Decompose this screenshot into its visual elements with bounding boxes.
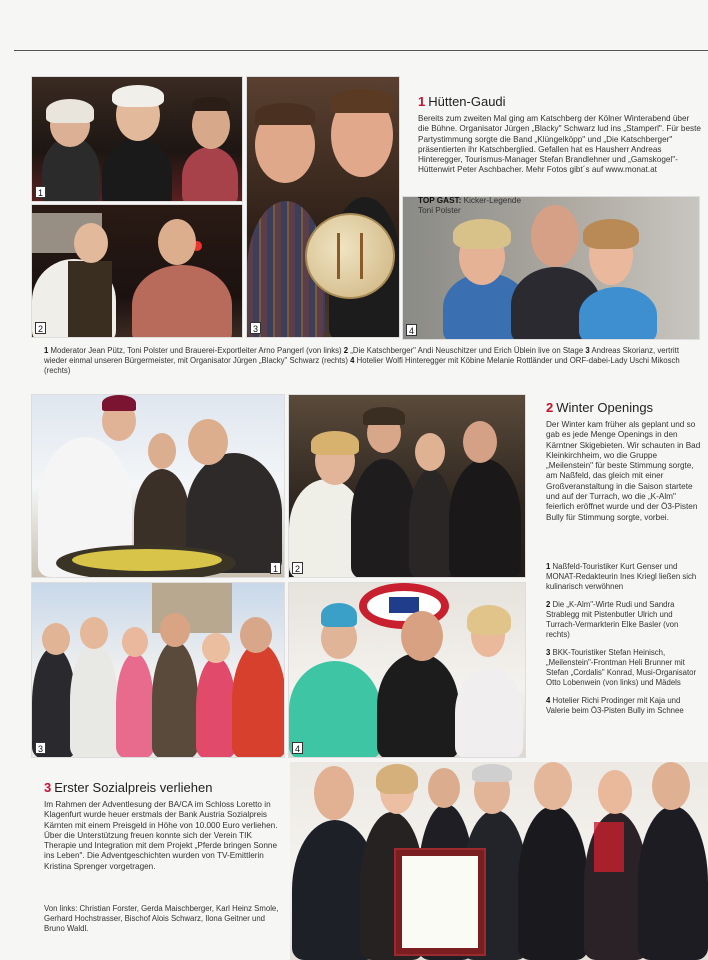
- section-1-body: Bereits zum zweiten Mal ging am Katschberg der Kölner Winterabend über die Bühne. Organisator Jürgen „Blacky" Schwarz lud ins „Stamperl". Für beste Partystimmung sorgte die Band „Klüngelköpp" und „Die Katschberger" präsentierten ihr Katschberglied. Gefallen hat es Hausherr Andreas Hinteregger, Tourismus-Manager Stefan Brandlehner und „Gamskogel"-Hüttenwirt Peter Aschbacher. Mehr Fotos gibt´s auf www.monat.at: [418, 114, 701, 175]
- photo-1-2: [31, 204, 243, 338]
- topgast-label: TOP GAST:: [418, 196, 462, 205]
- photo-number: 4: [406, 324, 417, 336]
- section-3-caption: Von links: Christian Forster, Gerda Maischberger, Karl Heinz Smole, Gerhard Hochstrasser, Bischof Alois Schwarz, Ilona Geitner und Bruno Waldl.: [44, 904, 279, 933]
- photo-3-group: [290, 762, 708, 960]
- photo-1-1: [31, 76, 243, 202]
- photo-2-1: [31, 394, 285, 578]
- section-2-caption: 4 Hotelier Richi Prodinger mit Kaja und Valerie beim Ö3-Pisten Bully im Schnee: [546, 696, 684, 715]
- photo-number: 2: [35, 322, 46, 334]
- photo-2-3: [31, 582, 285, 758]
- section-3-body: Im Rahmen der Adventlesung der BA/CA im Schloss Loretto in Klagenfurt wurde heuer erstmals der Bank Austria Sozialpreis Kärnten mit einem Preisgeld in Höhe von 10.000 Euro verliehen. Über die Unterstützung freuen konnte sich der Verein TIK Therapie und Integration mit dem Projekt „Pferde bringen Sonne ins Leben". Die Adventgeschichten wurden von TV-Emittlerin Kristina Sprenger vorgetragen.: [44, 800, 278, 871]
- photo-number: 3: [35, 742, 46, 754]
- header-rule: [14, 50, 708, 51]
- photo-number: 4: [292, 742, 303, 754]
- photo-2-4: [288, 582, 526, 758]
- photo-2-2: [288, 394, 526, 578]
- section-2-body: Der Winter kam früher als geplant und so gab es jede Menge Openings in den Kärntner Skigebieten. Wir schauten in Bad Kleinkirchheim, wo die Gruppe „Meilenstein" für beste Stimmung sorgte, am Naßfeld, das gleich mit einer Großveranstaltung in die Saison startete und auf der Turrach, wo die „K-Alm" feierlich eröffnet wurde und der Ö3-Pisten Bully für Stimmung sorgte, vorbei.: [546, 420, 701, 522]
- section-1-title: 1 Hütten-Gaudi: [418, 94, 506, 109]
- topgast-text: Kicker-Legende Toni Polster: [418, 196, 522, 216]
- section-2-caption: 3 BKK-Touristiker Stefan Heinisch, „Meilenstein"-Frontman Heli Brunner mit Stefan „Cordalis" Konrad, Musi-Organisator Otto Lobenwein (von links) und Mädels: [546, 648, 697, 687]
- section-2-caption: 2 Die „K-Alm"-Wirte Rudi und Sandra Strablegg mit Pistenbutler Ulrich und Turrach-Vermarkterin Elke Basler (von rechts): [546, 600, 679, 639]
- photo-number: 1: [270, 562, 281, 574]
- photo-1-3: [246, 76, 400, 338]
- section-2-captions: [546, 562, 702, 716]
- photo-number: 2: [292, 562, 303, 574]
- section-1-captions: 1 Moderator Jean Pütz, Toni Polster und Brauerei-Exportleiter Arno Pangerl (von links) 2 „Die Katschberger" Andi Neuschitzer und Erich Üblein live on Stage 3 Andreas Skorianz, vertritt wieder einmal unseren Bürgermeister, mit Organisator Jürgen „Blacky" Schwarz (rechts) 4 Hotelier Wolfi Hinteregger mit Köbine Melanie Rottländer und ORF-dabei-Lady Uschi Mikosch (rechts): [44, 346, 680, 375]
- award-certificate: [394, 848, 486, 956]
- section-3-title: 3 Erster Sozialpreis verliehen: [44, 780, 213, 795]
- section-2-caption: 1 Naßfeld-Touristiker Kurt Genser und MONAT-Redakteurin Ines Kriegl ließen sich kulinarisch verwöhnen: [546, 562, 697, 591]
- section-1-topgast: [418, 196, 534, 217]
- section-2-title: 2 Winter Openings: [546, 400, 654, 415]
- photo-number: 3: [250, 322, 261, 334]
- photo-number: 1: [35, 186, 46, 198]
- photo-1-4: [402, 196, 700, 340]
- cologne-plaque: [305, 213, 395, 299]
